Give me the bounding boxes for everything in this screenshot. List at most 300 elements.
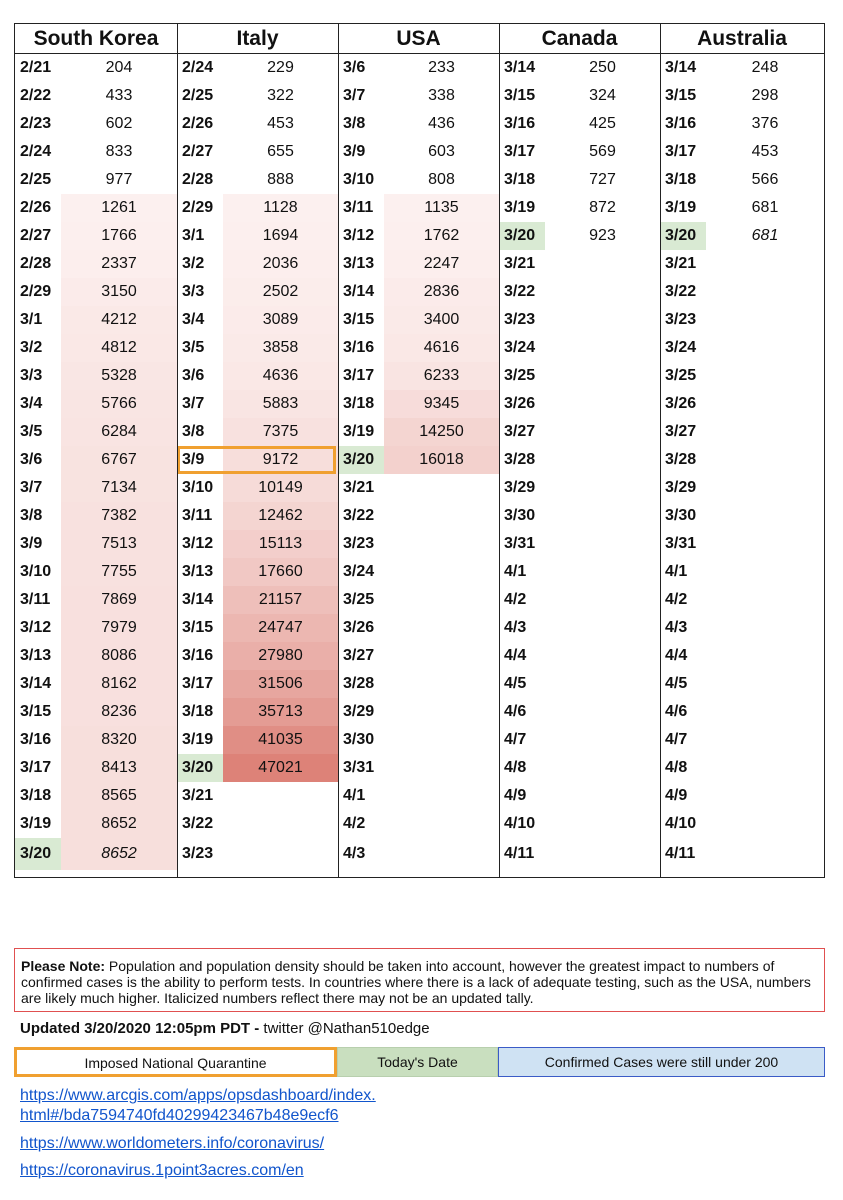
date-cell: 3/14 bbox=[343, 283, 375, 300]
table-row bbox=[660, 334, 824, 362]
cases-cell bbox=[545, 334, 660, 362]
date-cell: 4/7 bbox=[504, 731, 527, 748]
cases-cell bbox=[545, 726, 660, 754]
cases-cell bbox=[384, 502, 499, 530]
cases-cell: 872 bbox=[589, 199, 616, 216]
table-row bbox=[660, 306, 824, 334]
date-cell: 3/16 bbox=[20, 731, 52, 748]
date-cell: 3/26 bbox=[504, 395, 536, 412]
cases-cell bbox=[545, 362, 660, 390]
cases-cell bbox=[384, 558, 499, 586]
table-row bbox=[660, 530, 824, 558]
date-cell: 3/22 bbox=[504, 283, 536, 300]
table-row bbox=[499, 586, 660, 614]
date-cell: 3/18 bbox=[182, 703, 214, 720]
cases-cell: 8565 bbox=[61, 782, 177, 810]
table-row bbox=[15, 110, 177, 138]
cases-cell: 14250 bbox=[384, 418, 499, 446]
date-cell: 3/22 bbox=[665, 283, 697, 300]
date-cell: 3/15 bbox=[665, 87, 697, 104]
date-cell: 3/16 bbox=[182, 647, 214, 664]
table-row bbox=[338, 502, 499, 530]
cases-cell: 4212 bbox=[61, 306, 177, 334]
date-cell: 3/18 bbox=[343, 395, 375, 412]
cases-cell bbox=[706, 474, 824, 502]
table-row bbox=[660, 810, 824, 838]
date-cell: 4/3 bbox=[665, 619, 688, 636]
please-note-box bbox=[14, 948, 825, 1012]
date-cell: 3/4 bbox=[182, 311, 205, 328]
cases-cell: 41035 bbox=[223, 726, 338, 754]
date-cell: 3/8 bbox=[343, 115, 366, 132]
table-row bbox=[177, 726, 338, 754]
cases-cell bbox=[545, 250, 660, 278]
date-cell: 4/4 bbox=[665, 647, 688, 664]
cases-cell bbox=[545, 782, 660, 810]
date-cell: 2/24 bbox=[20, 143, 52, 160]
table-row bbox=[15, 810, 177, 838]
cases-cell bbox=[706, 726, 824, 754]
date-cell: 2/26 bbox=[182, 115, 214, 132]
cases-cell: 233 bbox=[428, 59, 455, 76]
date-cell: 3/10 bbox=[182, 479, 214, 496]
table-row bbox=[660, 194, 824, 222]
date-cell: 4/2 bbox=[665, 591, 688, 608]
date-cell: 3/12 bbox=[343, 227, 375, 244]
cases-cell: 298 bbox=[751, 87, 779, 104]
updated-label: Updated 3/20/2020 12:05pm PDT - bbox=[20, 1020, 260, 1037]
cases-cell: 833 bbox=[105, 143, 133, 160]
table-row bbox=[338, 530, 499, 558]
table-row bbox=[499, 362, 660, 390]
date-cell: 3/9 bbox=[182, 451, 205, 468]
date-cell: 3/9 bbox=[20, 535, 43, 552]
date-cell: 3/21 bbox=[665, 255, 697, 272]
date-cell: 3/21 bbox=[504, 255, 536, 272]
1point3acres-link[interactable]: https://coronavirus.1point3acres.com/en bbox=[20, 1162, 304, 1179]
table-row bbox=[660, 110, 824, 138]
table-row bbox=[177, 614, 338, 642]
date-cell: 4/4 bbox=[504, 647, 527, 664]
cases-cell: 453 bbox=[751, 143, 779, 160]
date-cell: 3/8 bbox=[182, 423, 205, 440]
date-cell: 3/3 bbox=[20, 367, 43, 384]
date-cell: 4/10 bbox=[665, 815, 697, 832]
date-cell: 3/8 bbox=[20, 507, 43, 524]
cases-cell: 5766 bbox=[61, 390, 177, 418]
date-cell: 3/27 bbox=[504, 423, 536, 440]
cases-cell bbox=[706, 754, 824, 782]
cases-cell bbox=[706, 530, 824, 558]
table-row bbox=[338, 138, 499, 166]
date-cell: 3/29 bbox=[504, 479, 536, 496]
cases-cell bbox=[223, 810, 338, 838]
date-cell: 3/25 bbox=[343, 591, 375, 608]
date-cell: 3/1 bbox=[20, 311, 43, 328]
cases-cell: 204 bbox=[105, 59, 133, 76]
table-row bbox=[338, 194, 499, 222]
date-cell: 3/22 bbox=[343, 507, 375, 524]
cases-cell: 2502 bbox=[223, 278, 338, 306]
arcgis-link-line-2: html#/bda7594740fd40299423467b48e9ecf6 bbox=[20, 1107, 339, 1124]
cases-cell: 24747 bbox=[223, 614, 338, 642]
cases-cell: 16018 bbox=[384, 446, 499, 474]
cases-cell: 425 bbox=[589, 115, 616, 132]
cases-cell bbox=[706, 838, 824, 870]
legend-quarantine: Imposed National Quarantine bbox=[14, 1047, 337, 1077]
date-cell: 4/1 bbox=[343, 787, 366, 804]
cases-cell: 12462 bbox=[223, 502, 338, 530]
cases-cell: 7869 bbox=[61, 586, 177, 614]
cases-cell: 27980 bbox=[223, 642, 338, 670]
cases-cell: 681 bbox=[751, 227, 779, 244]
date-cell: 4/6 bbox=[504, 703, 527, 720]
table-row bbox=[338, 278, 499, 306]
cases-cell: 4636 bbox=[223, 362, 338, 390]
date-cell: 3/18 bbox=[665, 171, 697, 188]
cases-cell: 8236 bbox=[61, 698, 177, 726]
cases-cell: 8413 bbox=[61, 754, 177, 782]
cases-cell bbox=[384, 782, 499, 810]
date-cell: 3/4 bbox=[20, 395, 43, 412]
table-row bbox=[15, 782, 177, 810]
cases-cell: 4812 bbox=[61, 334, 177, 362]
date-cell: 4/7 bbox=[665, 731, 688, 748]
table-row bbox=[660, 698, 824, 726]
country-header: USA bbox=[338, 24, 499, 54]
table-row bbox=[338, 698, 499, 726]
table-row bbox=[177, 642, 338, 670]
table-row bbox=[15, 390, 177, 418]
table-row bbox=[660, 54, 824, 82]
table-row bbox=[338, 446, 499, 474]
table-row bbox=[499, 166, 660, 194]
cases-cell bbox=[384, 614, 499, 642]
date-cell: 3/28 bbox=[343, 675, 375, 692]
date-cell: 2/27 bbox=[20, 227, 52, 244]
date-cell: 3/30 bbox=[665, 507, 697, 524]
table-row bbox=[15, 698, 177, 726]
date-cell: 3/20 bbox=[338, 446, 384, 474]
legend-under-200: Confirmed Cases were still under 200 bbox=[498, 1047, 825, 1077]
date-cell: 2/24 bbox=[182, 59, 214, 76]
table-row bbox=[338, 614, 499, 642]
date-cell: 3/28 bbox=[504, 451, 536, 468]
table-row bbox=[15, 502, 177, 530]
cases-cell bbox=[545, 642, 660, 670]
arcgis-link-line-1: https://www.arcgis.com/apps/opsdashboard/index. bbox=[20, 1087, 376, 1104]
cases-cell: 1766 bbox=[61, 222, 177, 250]
cases-cell: 7134 bbox=[61, 474, 177, 502]
date-cell: 2/28 bbox=[20, 255, 52, 272]
table-row bbox=[499, 698, 660, 726]
date-cell: 3/15 bbox=[182, 619, 214, 636]
table-row bbox=[15, 250, 177, 278]
table-row bbox=[338, 250, 499, 278]
table-row bbox=[660, 138, 824, 166]
date-cell: 3/6 bbox=[343, 59, 366, 76]
cases-cell: 8086 bbox=[61, 642, 177, 670]
date-cell: 3/27 bbox=[343, 647, 375, 664]
date-cell: 3/23 bbox=[665, 311, 697, 328]
table-row bbox=[177, 810, 338, 838]
date-cell: 3/31 bbox=[665, 535, 697, 552]
date-cell: 4/5 bbox=[504, 675, 527, 692]
country-header: Australia bbox=[660, 24, 824, 54]
arcgis-link[interactable] bbox=[20, 1086, 376, 1126]
date-cell: 3/21 bbox=[182, 787, 214, 804]
date-cell: 3/7 bbox=[20, 479, 43, 496]
date-cell: 3/15 bbox=[504, 87, 536, 104]
date-cell: 3/12 bbox=[20, 619, 52, 636]
table-row bbox=[499, 838, 660, 870]
table-row bbox=[177, 698, 338, 726]
table-row bbox=[177, 586, 338, 614]
cases-cell: 47021 bbox=[223, 754, 338, 782]
table-row bbox=[177, 782, 338, 810]
table-row bbox=[499, 278, 660, 306]
date-cell: 4/9 bbox=[504, 787, 527, 804]
table-row bbox=[338, 362, 499, 390]
table-row bbox=[15, 278, 177, 306]
date-cell: 3/22 bbox=[182, 815, 214, 832]
date-cell: 3/27 bbox=[665, 423, 697, 440]
table-row bbox=[660, 82, 824, 110]
cases-cell bbox=[706, 810, 824, 838]
date-cell: 3/17 bbox=[182, 675, 214, 692]
date-cell: 3/31 bbox=[504, 535, 536, 552]
table-row bbox=[499, 782, 660, 810]
cases-cell: 3400 bbox=[384, 306, 499, 334]
table-row bbox=[660, 754, 824, 782]
cases-cell bbox=[706, 502, 824, 530]
date-cell: 4/3 bbox=[504, 619, 527, 636]
cases-cell: 3089 bbox=[223, 306, 338, 334]
date-cell: 3/19 bbox=[20, 815, 52, 832]
table-row bbox=[177, 446, 338, 474]
date-cell: 3/13 bbox=[343, 255, 375, 272]
cases-cell: 7382 bbox=[61, 502, 177, 530]
table-row bbox=[177, 110, 338, 138]
cases-cell bbox=[706, 334, 824, 362]
table-row bbox=[660, 586, 824, 614]
cases-cell bbox=[545, 586, 660, 614]
table-row bbox=[177, 838, 338, 870]
cases-cell: 5328 bbox=[61, 362, 177, 390]
date-cell: 2/23 bbox=[20, 115, 52, 132]
cases-cell bbox=[545, 446, 660, 474]
table-row bbox=[660, 166, 824, 194]
cases-cell bbox=[545, 530, 660, 558]
table-row bbox=[15, 586, 177, 614]
country-column bbox=[177, 24, 338, 877]
table-row bbox=[499, 614, 660, 642]
cases-cell bbox=[706, 586, 824, 614]
date-cell: 3/14 bbox=[20, 675, 52, 692]
country-header: Italy bbox=[177, 24, 338, 54]
date-cell: 4/5 bbox=[665, 675, 688, 692]
cases-cell bbox=[545, 306, 660, 334]
cases-cell: 7375 bbox=[223, 418, 338, 446]
table-row bbox=[660, 614, 824, 642]
table-row bbox=[338, 390, 499, 418]
cases-cell bbox=[384, 810, 499, 838]
cases-cell bbox=[545, 474, 660, 502]
cases-cell: 9172 bbox=[223, 446, 338, 474]
date-cell: 4/2 bbox=[504, 591, 527, 608]
table-row bbox=[499, 110, 660, 138]
cases-cell bbox=[706, 250, 824, 278]
table-row bbox=[15, 54, 177, 82]
cases-cell bbox=[545, 754, 660, 782]
cases-cell bbox=[706, 642, 824, 670]
date-cell: 3/26 bbox=[343, 619, 375, 636]
date-cell: 4/8 bbox=[665, 759, 688, 776]
table-row bbox=[499, 334, 660, 362]
date-cell: 3/11 bbox=[20, 591, 51, 608]
cases-cell bbox=[545, 838, 660, 870]
table-row bbox=[177, 138, 338, 166]
cases-cell: 17660 bbox=[223, 558, 338, 586]
table-row bbox=[499, 138, 660, 166]
cases-cell: 10149 bbox=[223, 474, 338, 502]
cases-cell: 436 bbox=[428, 115, 455, 132]
table-row bbox=[338, 334, 499, 362]
table-row bbox=[499, 474, 660, 502]
cases-cell bbox=[545, 698, 660, 726]
date-cell: 3/20 bbox=[499, 222, 545, 250]
cases-cell: 35713 bbox=[223, 698, 338, 726]
table-row bbox=[177, 558, 338, 586]
table-row bbox=[177, 390, 338, 418]
table-row bbox=[338, 54, 499, 82]
table-row bbox=[499, 642, 660, 670]
cases-cell bbox=[223, 782, 338, 810]
table-row bbox=[338, 306, 499, 334]
date-cell: 3/24 bbox=[504, 339, 536, 356]
date-cell: 4/9 bbox=[665, 787, 688, 804]
cases-cell: 2247 bbox=[384, 250, 499, 278]
cases-cell: 1135 bbox=[384, 194, 499, 222]
cases-cell bbox=[384, 698, 499, 726]
cases-cell bbox=[545, 810, 660, 838]
cases-cell: 6767 bbox=[61, 446, 177, 474]
note-label: Please Note: bbox=[21, 958, 106, 974]
cases-cell bbox=[384, 530, 499, 558]
date-cell: 2/27 bbox=[182, 143, 214, 160]
table-row bbox=[660, 362, 824, 390]
date-cell: 3/18 bbox=[504, 171, 536, 188]
table-row bbox=[660, 222, 824, 250]
table-row bbox=[499, 726, 660, 754]
cases-cell: 8320 bbox=[61, 726, 177, 754]
date-cell: 4/6 bbox=[665, 703, 688, 720]
cases-cell: 6233 bbox=[384, 362, 499, 390]
table-row bbox=[338, 110, 499, 138]
date-cell: 3/13 bbox=[182, 563, 214, 580]
table-row bbox=[660, 838, 824, 870]
cases-cell: 9345 bbox=[384, 390, 499, 418]
table-row bbox=[660, 726, 824, 754]
table-row bbox=[499, 530, 660, 558]
table-row bbox=[15, 474, 177, 502]
cases-cell: 681 bbox=[751, 199, 779, 216]
date-cell: 3/29 bbox=[343, 703, 375, 720]
date-cell: 3/14 bbox=[665, 59, 697, 76]
date-cell: 3/30 bbox=[504, 507, 536, 524]
table-row bbox=[177, 82, 338, 110]
cases-cell bbox=[706, 670, 824, 698]
table-row bbox=[177, 754, 338, 782]
date-cell: 2/26 bbox=[20, 199, 52, 216]
worldometers-link[interactable]: https://www.worldometers.info/coronavirus/ bbox=[20, 1135, 325, 1152]
date-cell: 3/19 bbox=[665, 199, 697, 216]
note-text: Population and population density should be taken into account, however the greatest impact to numbers of confirmed cases is the ability to perform tests. In countries where there is a lack of adequate testing, such as the USA, numbers are likely much higher. Italicized numbers reflect there may not be an updated tally. bbox=[21, 958, 811, 1006]
table-row bbox=[338, 782, 499, 810]
table-row bbox=[177, 194, 338, 222]
cases-cell: 1128 bbox=[223, 194, 338, 222]
date-cell: 4/10 bbox=[504, 815, 536, 832]
date-cell: 3/2 bbox=[20, 339, 43, 356]
date-cell: 4/11 bbox=[665, 845, 696, 862]
date-cell: 4/11 bbox=[504, 845, 535, 862]
cases-cell bbox=[706, 446, 824, 474]
table-row bbox=[660, 390, 824, 418]
table-row bbox=[499, 502, 660, 530]
date-cell: 3/24 bbox=[665, 339, 697, 356]
date-cell: 3/16 bbox=[665, 115, 697, 132]
table-row bbox=[177, 362, 338, 390]
cases-cell bbox=[706, 782, 824, 810]
table-row bbox=[177, 222, 338, 250]
table-row bbox=[660, 250, 824, 278]
cases-cell bbox=[384, 642, 499, 670]
updated-line bbox=[20, 1020, 430, 1038]
table-row bbox=[338, 726, 499, 754]
cases-cell bbox=[545, 390, 660, 418]
date-cell: 3/23 bbox=[182, 845, 214, 862]
date-cell: 3/17 bbox=[665, 143, 697, 160]
table-row bbox=[660, 502, 824, 530]
table-row bbox=[338, 670, 499, 698]
table-row bbox=[499, 810, 660, 838]
table-row bbox=[15, 838, 177, 870]
table-row bbox=[660, 782, 824, 810]
cases-cell bbox=[706, 362, 824, 390]
date-cell: 2/25 bbox=[20, 171, 52, 188]
cases-cell: 888 bbox=[267, 171, 294, 188]
date-cell: 3/23 bbox=[343, 535, 375, 552]
table-row bbox=[177, 418, 338, 446]
table-row bbox=[177, 530, 338, 558]
table-row bbox=[177, 474, 338, 502]
date-cell: 2/29 bbox=[182, 199, 214, 216]
cases-cell: 7755 bbox=[61, 558, 177, 586]
date-cell: 2/25 bbox=[182, 87, 214, 104]
table-row bbox=[338, 166, 499, 194]
date-cell: 3/29 bbox=[665, 479, 697, 496]
date-cell: 3/11 bbox=[182, 507, 213, 524]
cases-cell: 376 bbox=[751, 115, 779, 132]
date-cell: 3/7 bbox=[182, 395, 205, 412]
table-row bbox=[15, 530, 177, 558]
table-row bbox=[660, 446, 824, 474]
table-row bbox=[660, 670, 824, 698]
cases-cell bbox=[545, 502, 660, 530]
cases-cell bbox=[706, 278, 824, 306]
cases-cell: 977 bbox=[105, 171, 133, 188]
cases-cell bbox=[545, 558, 660, 586]
